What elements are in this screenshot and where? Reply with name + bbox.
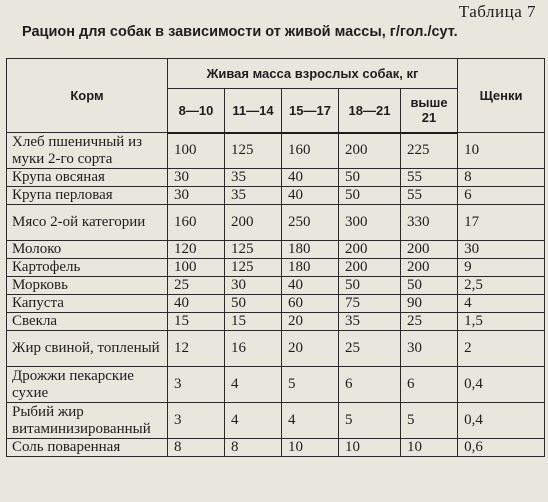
ration-value-cell: 25	[401, 313, 458, 331]
table-caption: Рацион для собак в зависимости от живой массы, г/гол./сут.	[22, 24, 458, 40]
weight-column-header: выше 21	[401, 89, 458, 133]
ration-value-cell: 125	[225, 241, 282, 259]
ration-value-cell: 300	[339, 205, 401, 241]
table-row	[7, 367, 545, 403]
table-row	[7, 439, 545, 457]
ration-value-cell: 10	[401, 439, 458, 457]
puppies-value-cell: 0,4	[458, 403, 545, 439]
ration-value-cell: 200	[401, 259, 458, 277]
ration-value-cell: 6	[401, 367, 458, 403]
feed-name-cell: Капуста	[7, 295, 168, 313]
feed-name-cell: Крупа перловая	[7, 187, 168, 205]
ration-value-cell: 35	[339, 313, 401, 331]
ration-value-cell: 120	[168, 241, 225, 259]
ration-value-cell: 50	[339, 187, 401, 205]
ration-value-cell: 50	[225, 295, 282, 313]
ration-value-cell: 16	[225, 331, 282, 367]
table-row	[7, 133, 545, 169]
puppies-value-cell: 0,6	[458, 439, 545, 457]
ration-value-cell: 180	[282, 241, 339, 259]
feed-name-cell: Рыбий жир витаминизированный	[7, 403, 168, 439]
ration-value-cell: 15	[225, 313, 282, 331]
weight-column-header: 11—14	[225, 89, 282, 133]
ration-value-cell: 40	[282, 169, 339, 187]
table-row	[7, 187, 545, 205]
ration-value-cell: 50	[339, 169, 401, 187]
feed-name-cell: Мясо 2-ой категории	[7, 205, 168, 241]
weight-column-header: 15—17	[282, 89, 339, 133]
table-row	[7, 295, 545, 313]
puppies-value-cell: 10	[458, 133, 545, 169]
table-body	[7, 133, 545, 457]
weight-column-header: 18—21	[339, 89, 401, 133]
ration-value-cell: 100	[168, 259, 225, 277]
puppies-value-cell: 30	[458, 241, 545, 259]
ration-value-cell: 12	[168, 331, 225, 367]
ration-value-cell: 75	[339, 295, 401, 313]
ration-value-cell: 25	[339, 331, 401, 367]
ration-value-cell: 15	[168, 313, 225, 331]
dog-ration-table	[6, 58, 545, 457]
ration-value-cell: 200	[225, 205, 282, 241]
ration-value-cell: 180	[282, 259, 339, 277]
ration-value-cell: 40	[282, 277, 339, 295]
feed-name-cell: Крупа овсяная	[7, 169, 168, 187]
table-row	[7, 277, 545, 295]
ration-value-cell: 125	[225, 259, 282, 277]
ration-value-cell: 20	[282, 313, 339, 331]
ration-value-cell: 55	[401, 187, 458, 205]
feed-name-cell: Жир свиной, топленый	[7, 331, 168, 367]
ration-value-cell: 6	[339, 367, 401, 403]
ration-value-cell: 40	[282, 187, 339, 205]
table-number: Таблица 7	[458, 2, 536, 21]
ration-value-cell: 8	[168, 439, 225, 457]
ration-value-cell: 10	[339, 439, 401, 457]
feed-column-header: Корм	[7, 59, 168, 133]
ration-value-cell: 50	[339, 277, 401, 295]
feed-name-cell: Морковь	[7, 277, 168, 295]
ration-value-cell: 125	[225, 133, 282, 169]
ration-value-cell: 30	[168, 187, 225, 205]
header-row	[7, 59, 545, 89]
ration-value-cell: 3	[168, 367, 225, 403]
ration-value-cell: 200	[339, 133, 401, 169]
table-row	[7, 331, 545, 367]
ration-value-cell: 5	[401, 403, 458, 439]
ration-value-cell: 30	[401, 331, 458, 367]
puppies-value-cell: 4	[458, 295, 545, 313]
puppies-value-cell: 8	[458, 169, 545, 187]
puppies-value-cell: 2,5	[458, 277, 545, 295]
weight-group-header: Живая масса взрослых собак, кг	[168, 59, 458, 89]
ration-value-cell: 200	[401, 241, 458, 259]
ration-value-cell: 90	[401, 295, 458, 313]
feed-name-cell: Свекла	[7, 313, 168, 331]
ration-value-cell: 60	[282, 295, 339, 313]
puppies-value-cell: 17	[458, 205, 545, 241]
ration-value-cell: 4	[282, 403, 339, 439]
ration-value-cell: 200	[339, 241, 401, 259]
table-row	[7, 403, 545, 439]
ration-value-cell: 200	[339, 259, 401, 277]
puppies-value-cell: 2	[458, 331, 545, 367]
ration-value-cell: 30	[168, 169, 225, 187]
feed-name-cell: Молоко	[7, 241, 168, 259]
feed-name-cell: Хлеб пшеничный из муки 2-го сорта	[7, 133, 168, 169]
ration-value-cell: 330	[401, 205, 458, 241]
feed-name-cell: Соль поваренная	[7, 439, 168, 457]
ration-value-cell: 25	[168, 277, 225, 295]
ration-value-cell: 8	[225, 439, 282, 457]
puppies-value-cell: 6	[458, 187, 545, 205]
puppies-value-cell: 0,4	[458, 367, 545, 403]
table-row	[7, 205, 545, 241]
ration-value-cell: 35	[225, 169, 282, 187]
ration-value-cell: 225	[401, 133, 458, 169]
ration-value-cell: 30	[225, 277, 282, 295]
ration-value-cell: 3	[168, 403, 225, 439]
puppies-value-cell: 9	[458, 259, 545, 277]
ration-value-cell: 50	[401, 277, 458, 295]
puppies-value-cell: 1,5	[458, 313, 545, 331]
ration-value-cell: 40	[168, 295, 225, 313]
ration-value-cell: 5	[282, 367, 339, 403]
ration-value-cell: 5	[339, 403, 401, 439]
ration-value-cell: 4	[225, 403, 282, 439]
ration-value-cell: 35	[225, 187, 282, 205]
ration-value-cell: 160	[282, 133, 339, 169]
feed-name-cell: Дрожжи пекарские сухие	[7, 367, 168, 403]
ration-value-cell: 100	[168, 133, 225, 169]
table-row	[7, 169, 545, 187]
ration-value-cell: 10	[282, 439, 339, 457]
ration-value-cell: 20	[282, 331, 339, 367]
table-row	[7, 259, 545, 277]
table-row	[7, 313, 545, 331]
ration-value-cell: 55	[401, 169, 458, 187]
ration-value-cell: 160	[168, 205, 225, 241]
weight-column-header: 8—10	[168, 89, 225, 133]
table-row	[7, 241, 545, 259]
puppies-column-header: Щенки	[458, 59, 545, 133]
feed-name-cell: Картофель	[7, 259, 168, 277]
ration-value-cell: 250	[282, 205, 339, 241]
ration-value-cell: 4	[225, 367, 282, 403]
